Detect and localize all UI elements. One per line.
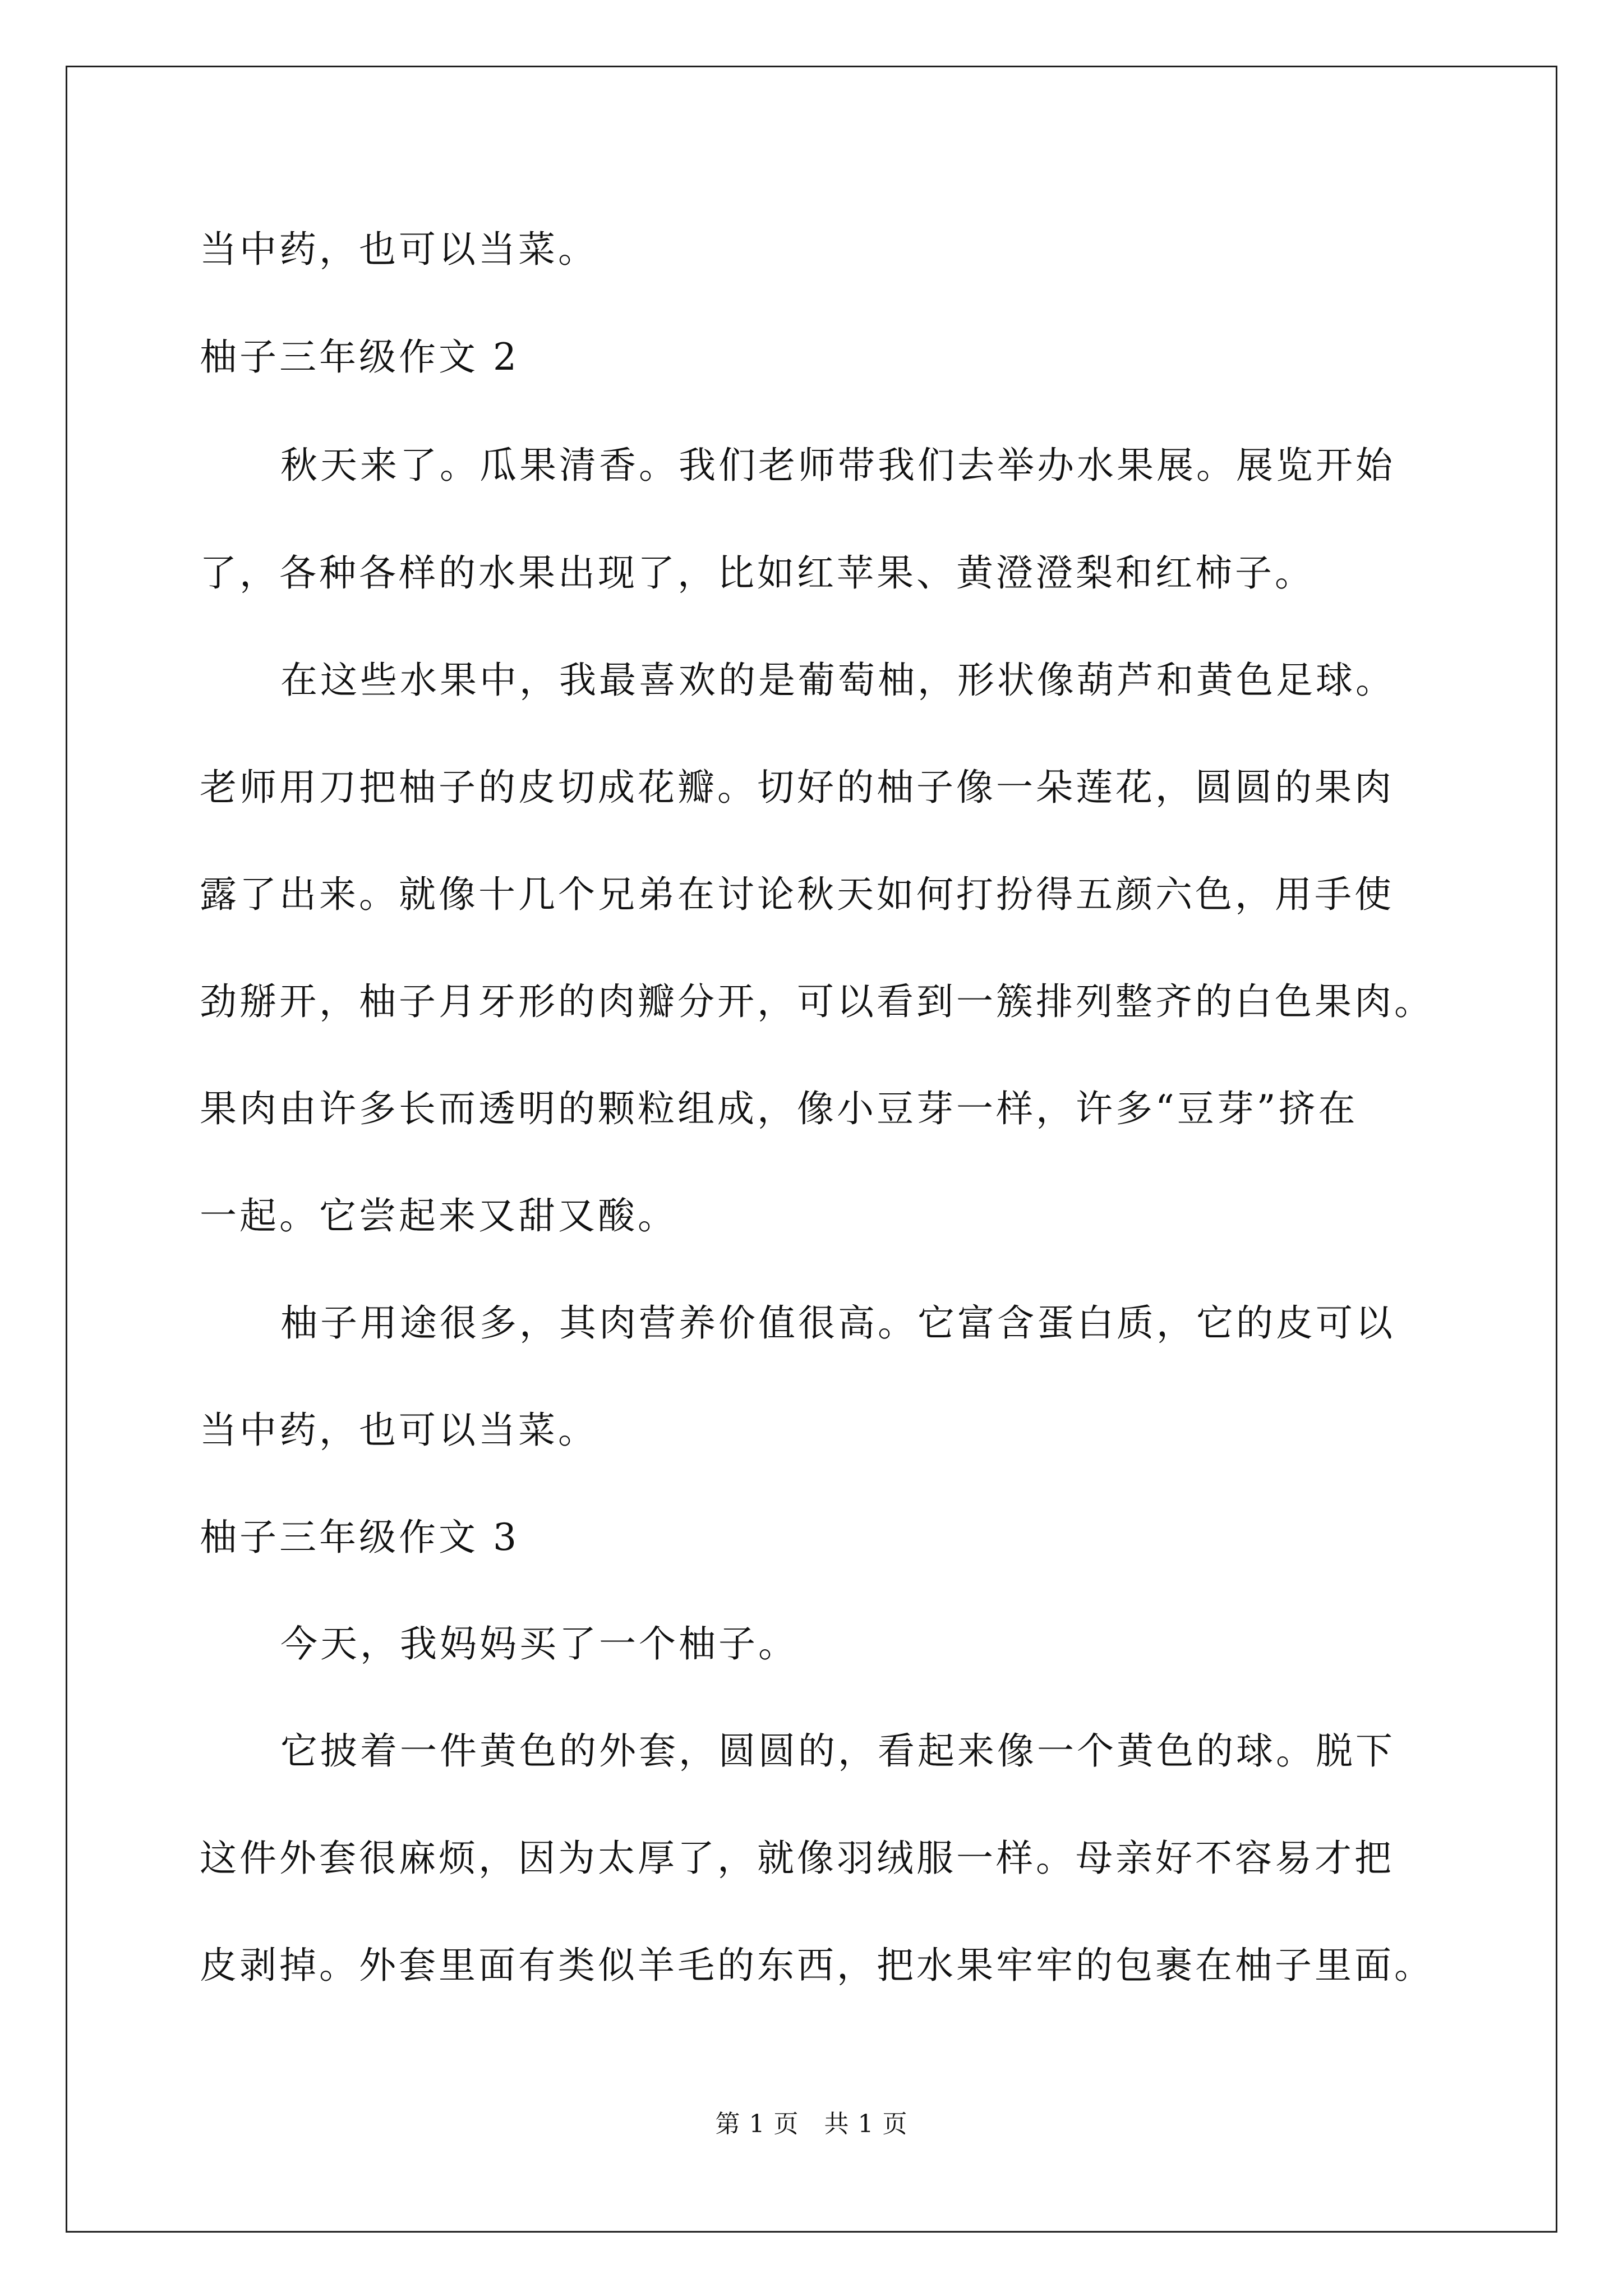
paragraph-line: 果肉由许多长而透明的颗粒组成，像小豆芽一样，许多“豆芽”挤在	[200, 1087, 1358, 1130]
page-number-footer: 第 1 页 共 1 页	[715, 2110, 908, 2138]
section-heading: 柚子三年级作文 3	[200, 1516, 519, 1559]
paragraph-line: 了，各种各样的水果出现了，比如红苹果、黄澄澄梨和红柿子。	[200, 551, 1315, 595]
paragraph-line: 在这些水果中，我最喜欢的是葡萄柚，形状像葫芦和黄色足球。	[280, 659, 1395, 702]
paragraph-line: 露了出来。就像十几个兄弟在讨论秋天如何打扮得五颜六色，用手使	[200, 873, 1394, 916]
paragraph-line: 今天，我妈妈买了一个柚子。	[280, 1622, 798, 1665]
paragraph-line: 它披着一件黄色的外套，圆圆的，看起来像一个黄色的球。脱下	[280, 1729, 1395, 1773]
paragraph-line: 劲掰开，柚子月牙形的肉瓣分开，可以看到一簇排列整齐的白色果肉。	[200, 980, 1434, 1023]
paragraph-line: 老师用刀把柚子的皮切成花瓣。切好的柚子像一朵莲花，圆圆的果肉	[200, 766, 1394, 809]
paragraph-line: 秋天来了。瓜果清香。我们老师带我们去举办水果展。展览开始	[280, 444, 1395, 487]
section-heading: 柚子三年级作文 2	[200, 335, 519, 379]
paragraph-line: 皮剥掉。外套里面有类似羊毛的东西，把水果牢牢的包裹在柚子里面。	[200, 1944, 1434, 1987]
paragraph-line: 一起。它尝起来又甜又酸。	[200, 1194, 677, 1237]
paragraph-line: 当中药，也可以当菜。	[200, 1409, 598, 1452]
paragraph-line: 柚子用途很多，其肉营养价值很高。它富含蛋白质，它的皮可以	[280, 1301, 1395, 1345]
text-line: 当中药，也可以当菜。	[200, 228, 598, 271]
paragraph-line: 这件外套很麻烦，因为太厚了，就像羽绒服一样。母亲好不容易才把	[200, 1837, 1394, 1880]
page-border	[66, 66, 1557, 2233]
